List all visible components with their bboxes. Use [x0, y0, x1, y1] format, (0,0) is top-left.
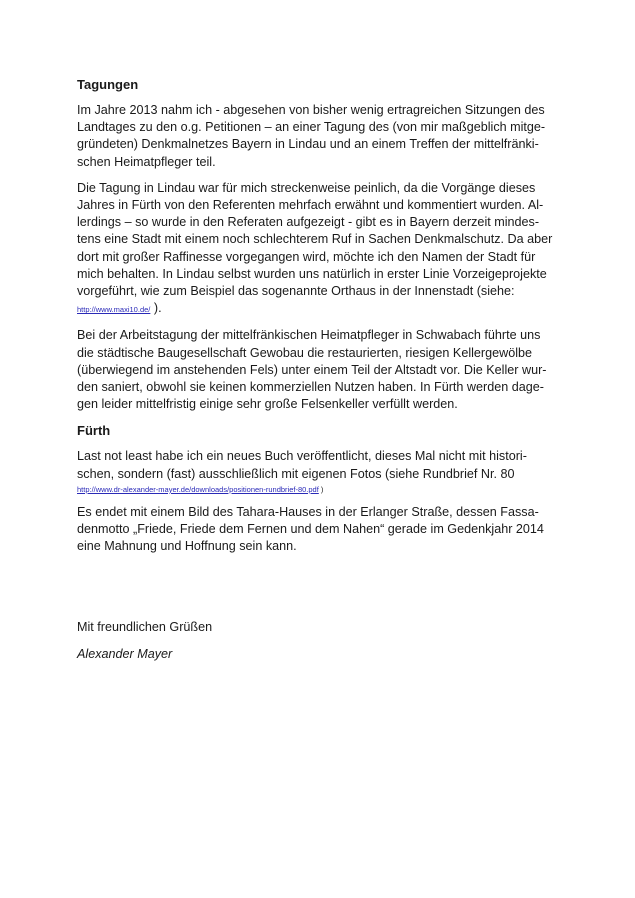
paragraph-lindau: [77, 180, 559, 319]
section-heading-fuerth: Fürth: [77, 423, 111, 439]
text-line: (überwiegend im anstehenden Fels) unter einem Teil der Altstadt vor. Die Keller wur-: [77, 362, 547, 377]
text-line: Im Jahre 2013 nahm ich - abgesehen von bisher wenig ertragreichen Sitzungen des: [77, 103, 545, 117]
letter-page: [77, 76, 559, 663]
text-line: gründeten) Denkmalnetzes Bayern in Lindau und an einem Treffen der mittelfränki-: [77, 137, 539, 152]
text-line: vorgeführt, wie zum Beispiel das sogenannte Orthaus in der Innenstadt (siehe:: [77, 284, 515, 299]
text-line: dort mit großer Raffinesse vorgegangen wird, möchte ich den Namen der Stadt für: [77, 249, 536, 264]
text-line: denmotto „Friede, Friede dem Fernen und dem Nahen“ gerade im Gedenkjahr 2014: [77, 522, 544, 537]
text-line: Es endet mit einem Bild des Tahara-Hauses in der Erlanger Straße, dessen Fassa-: [77, 504, 539, 519]
paragraph-buch: [77, 448, 559, 494]
rundbrief-80-link[interactable]: http://www.dr-alexander-mayer.de/downloads/positionen-rundbrief-80.pdf: [77, 484, 319, 494]
paragraph-schwabach: [77, 327, 559, 413]
closing-paren: ).: [150, 301, 162, 316]
maxi10-link[interactable]: http://www.maxi10.de/: [77, 305, 151, 315]
text-line: Jahres in Fürth von den Referenten mehrfach erwähnt und kommentiert wurden. Al-: [77, 198, 544, 213]
text-line: Die Tagung in Lindau war für mich streckenweise peinlich, da die Vorgänge dieses: [77, 180, 536, 195]
text-line: schen Heimatpfleger teil.: [77, 154, 216, 169]
text-line: gen leider mittelfristig einige sehr große Felsenkeller verfüllt werden.: [77, 397, 458, 412]
text-line: den saniert, obwohl sie keinen kommerziellen Nutzen haben. In Fürth werden dage-: [77, 380, 544, 395]
spacer: [77, 636, 559, 646]
paragraph-tagungen-intro: [77, 102, 559, 171]
text-line: schen, sondern (fast) ausschließlich mit eigenen Fotos (siehe Rundbrief Nr. 80: [77, 466, 515, 481]
text-line: die städtische Baugesellschaft Gewobau die restaurierten, riesigen Kellergewölbe: [77, 345, 533, 360]
text-line: tens eine Stadt mit einem noch schlechterem Ruf in Sachen Denkmalschutz. Da aber: [77, 232, 553, 247]
text-line: lerdings – so wurde in den Referaten aufgezeigt - gibt es in Bayern derzeit mindes-: [77, 215, 540, 230]
spacer: [77, 564, 559, 619]
signature: Alexander Mayer: [77, 647, 173, 662]
closing-paren: ): [318, 484, 324, 494]
text-line-with-link: [77, 300, 559, 318]
text-line: mich behalten. In Lindau selbst wurden uns natürlich in erster Linie Vorzeigeprojekte: [77, 266, 547, 281]
text-line: Bei der Arbeitstagung der mittelfränkischen Heimatpfleger in Schwabach führte uns: [77, 328, 541, 343]
text-line-with-link: [77, 483, 559, 495]
text-line: Landtages zu den o.g. Petitionen – an einer Tagung des (von mir maßgeblich mitge-: [77, 120, 546, 135]
paragraph-tahara-haus: [77, 504, 559, 556]
text-line: Last not least habe ich ein neues Buch veröffentlicht, dieses Mal nicht mit histori-: [77, 449, 527, 464]
section-heading-tagungen: Tagungen: [77, 77, 139, 92]
closing-greeting: Mit freundlichen Grüßen: [77, 620, 213, 635]
text-line: eine Mahnung und Hoffnung sein kann.: [77, 539, 297, 554]
